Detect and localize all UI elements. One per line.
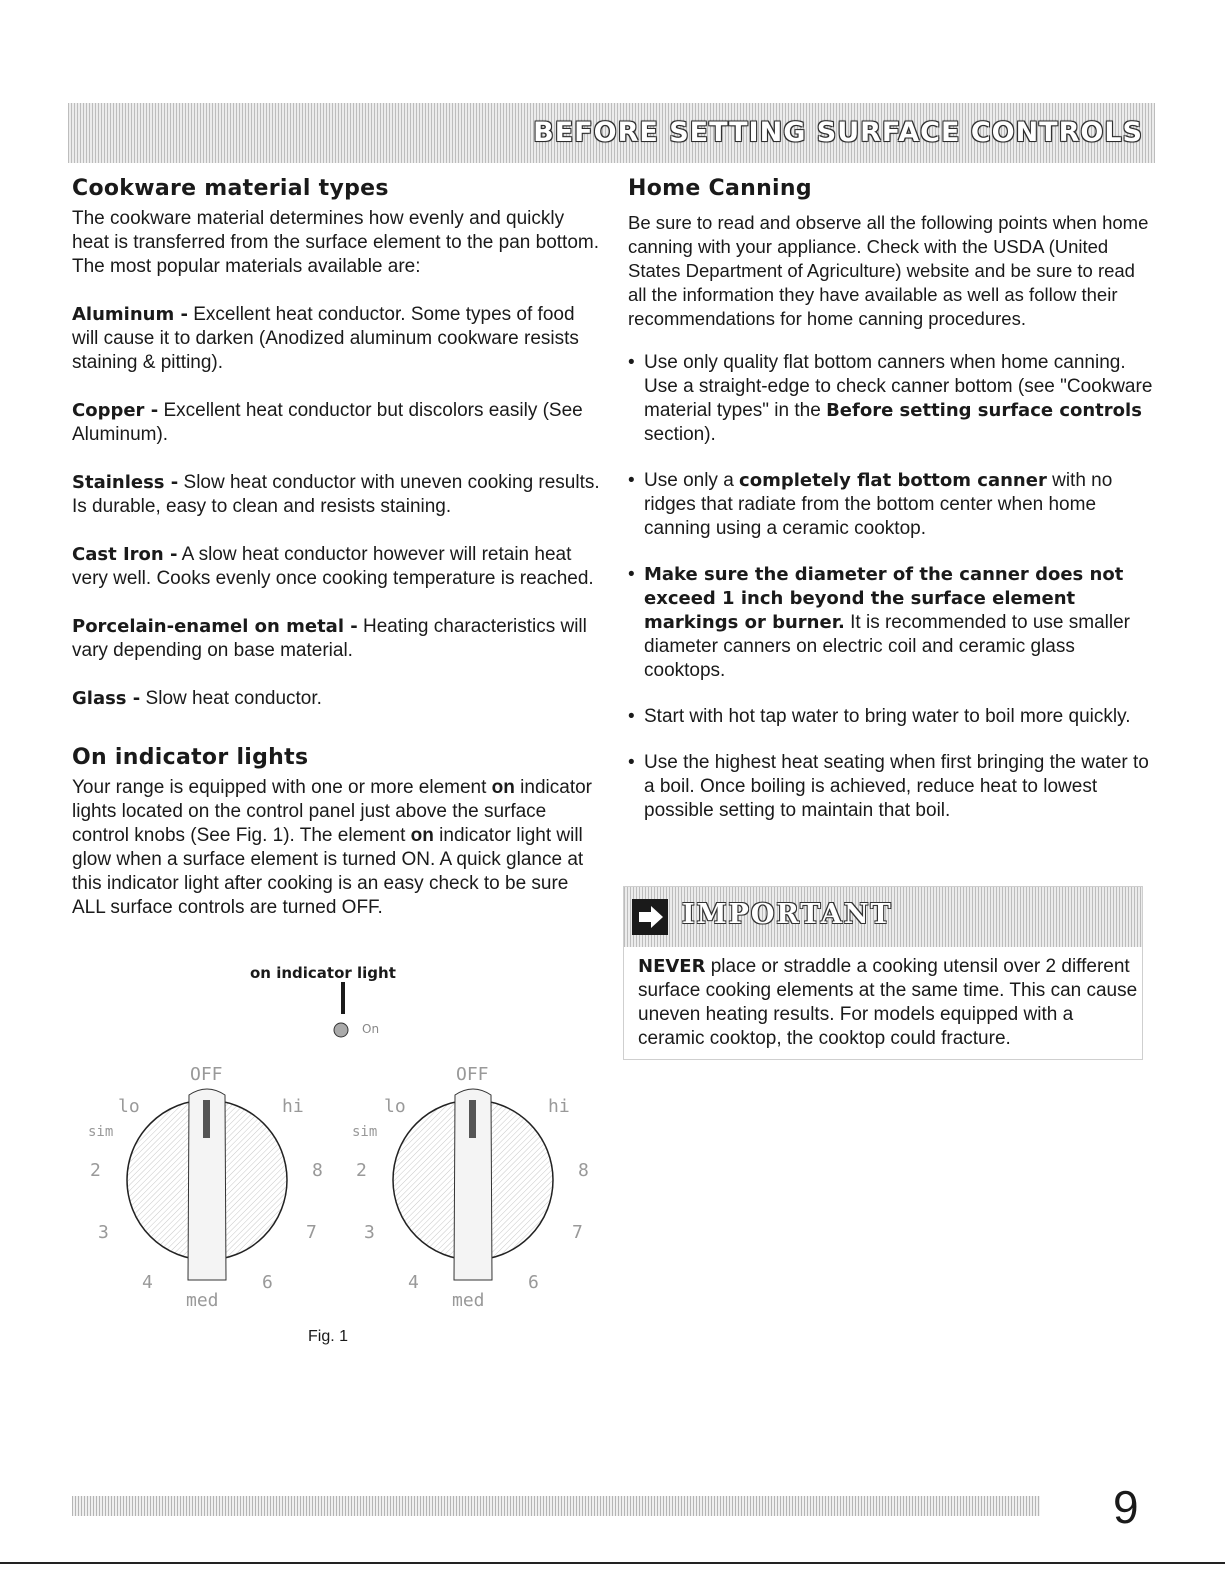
dial-label-6: 6 xyxy=(262,1272,273,1293)
dial-label-hi: hi xyxy=(548,1096,570,1117)
important-band xyxy=(624,887,1142,947)
dial-label-2: 2 xyxy=(90,1160,101,1181)
right-column xyxy=(628,176,1153,823)
material-glass: Glass - Slow heat conductor. xyxy=(72,688,322,709)
arrow-icon xyxy=(632,899,668,935)
dial-label-2: 2 xyxy=(356,1160,367,1181)
list-item: • Use the highest heat seating when first bringing the water to a boil. Once boiling is achieved, reduce heat to lowest possible setting to maintain that boil. xyxy=(628,752,1149,821)
indicator-label: on indicator light xyxy=(250,964,396,982)
cookware-heading: Cookware material types xyxy=(72,176,389,201)
canning-bullet-list xyxy=(628,351,1153,823)
dial-label-lo: lo xyxy=(118,1096,140,1117)
list-item: • Use only a completely flat bottom canner with no ridges that radiate from the bottom center when home canning using a ceramic cooktop. xyxy=(628,470,1113,539)
important-title: IMPORTANT xyxy=(682,899,893,930)
dial-label-med: med xyxy=(186,1290,219,1311)
dial-label-7: 7 xyxy=(306,1222,317,1243)
cookware-intro: The cookware material determines how evenly and quickly heat is transferred from the surface element to the pan bottom. The most popular materials available are: xyxy=(72,208,599,277)
home-canning-intro: Be sure to read and observe all the following points when home canning with your appliance. Check with the USDA (United States Department of Agriculture) website and be sure to read all the information they have available as well as follow their recommendations for home canning procedures. xyxy=(628,212,1149,329)
on-light-label: On xyxy=(362,1022,380,1036)
figure-1 xyxy=(60,960,620,1360)
on-indicator-text: Your range is equipped with one or more element on indicator lights located on the control panel just above the surface control knobs (See Fig. 1). The element on indicator light will glow when a surface element is turned ON. A quick glance at this indicator light after cooking is an easy check to be sure ALL surface controls are turned OFF. xyxy=(72,777,592,918)
page-number: 9 xyxy=(1113,1481,1139,1533)
dial-label-off: OFF xyxy=(190,1064,223,1085)
important-box xyxy=(623,886,1143,1060)
bottom-rule xyxy=(0,1562,1225,1564)
material-aluminum: Aluminum - Excellent heat conductor. Some types of food will cause it to darken (Anodized aluminum cookware resists staining & pitting). xyxy=(72,304,579,373)
dial-label-hi: hi xyxy=(282,1096,304,1117)
control-knob-right xyxy=(393,1089,553,1280)
dial-label-8: 8 xyxy=(312,1160,323,1181)
material-porcelain: Porcelain-enamel on metal - Heating characteristics will vary depending on base material. xyxy=(72,616,587,661)
dial-label-6: 6 xyxy=(528,1272,539,1293)
material-cast-iron: Cast Iron - A slow heat conductor however will retain heat very well. Cooks evenly once cooking temperature is reached. xyxy=(72,544,594,589)
on-indicator-heading: On indicator lights xyxy=(72,745,309,770)
dial-label-4: 4 xyxy=(408,1272,419,1293)
figure-caption: Fig. 1 xyxy=(308,1328,349,1345)
knob-diagram xyxy=(60,960,620,1320)
dial-label-sim: sim xyxy=(88,1124,114,1140)
dial-label-7: 7 xyxy=(572,1222,583,1243)
footer-band xyxy=(72,1496,1040,1516)
section-title: BEFORE SETTING SURFACE CONTROLS xyxy=(533,117,1143,148)
important-text: NEVER place or straddle a cooking utensil over 2 different surface cooking elements at the same time. This can cause uneven heating results. For models equipped with a ceramic cooktop, the cooktop could fracture. xyxy=(638,956,1138,1049)
home-canning-heading: Home Canning xyxy=(628,176,812,201)
dial-label-3: 3 xyxy=(364,1222,375,1243)
list-item: • Make sure the diameter of the canner does not exceed 1 inch beyond the surface element markings or burner. It is recommended to use smaller diameter canners on electric coil and ceramic glass cooktops. xyxy=(628,564,1130,681)
dial-label-4: 4 xyxy=(142,1272,153,1293)
dial-label-8: 8 xyxy=(578,1160,589,1181)
dial-label-sim: sim xyxy=(352,1124,378,1140)
dial-label-off: OFF xyxy=(456,1064,489,1085)
header-band xyxy=(68,103,1155,163)
control-knob-left xyxy=(127,1089,287,1280)
dial-label-lo: lo xyxy=(384,1096,406,1117)
material-copper: Copper - Excellent heat conductor but discolors easily (See Aluminum). xyxy=(72,400,583,445)
material-stainless: Stainless - Slow heat conductor with uneven cooking results. Is durable, easy to clean and resists staining. xyxy=(72,472,600,517)
list-item: • Start with hot tap water to bring water to boil more quickly. xyxy=(628,706,1131,727)
left-column xyxy=(72,176,602,920)
indicator-light-icon xyxy=(334,1023,348,1037)
dial-label-3: 3 xyxy=(98,1222,109,1243)
indicator-pointer xyxy=(341,982,345,1014)
list-item: • Use only quality flat bottom canners when home canning. Use a straight-edge to check canner bottom (see "Cookware material types" in the Before setting surface controls section). xyxy=(628,352,1153,445)
dial-label-med: med xyxy=(452,1290,485,1311)
